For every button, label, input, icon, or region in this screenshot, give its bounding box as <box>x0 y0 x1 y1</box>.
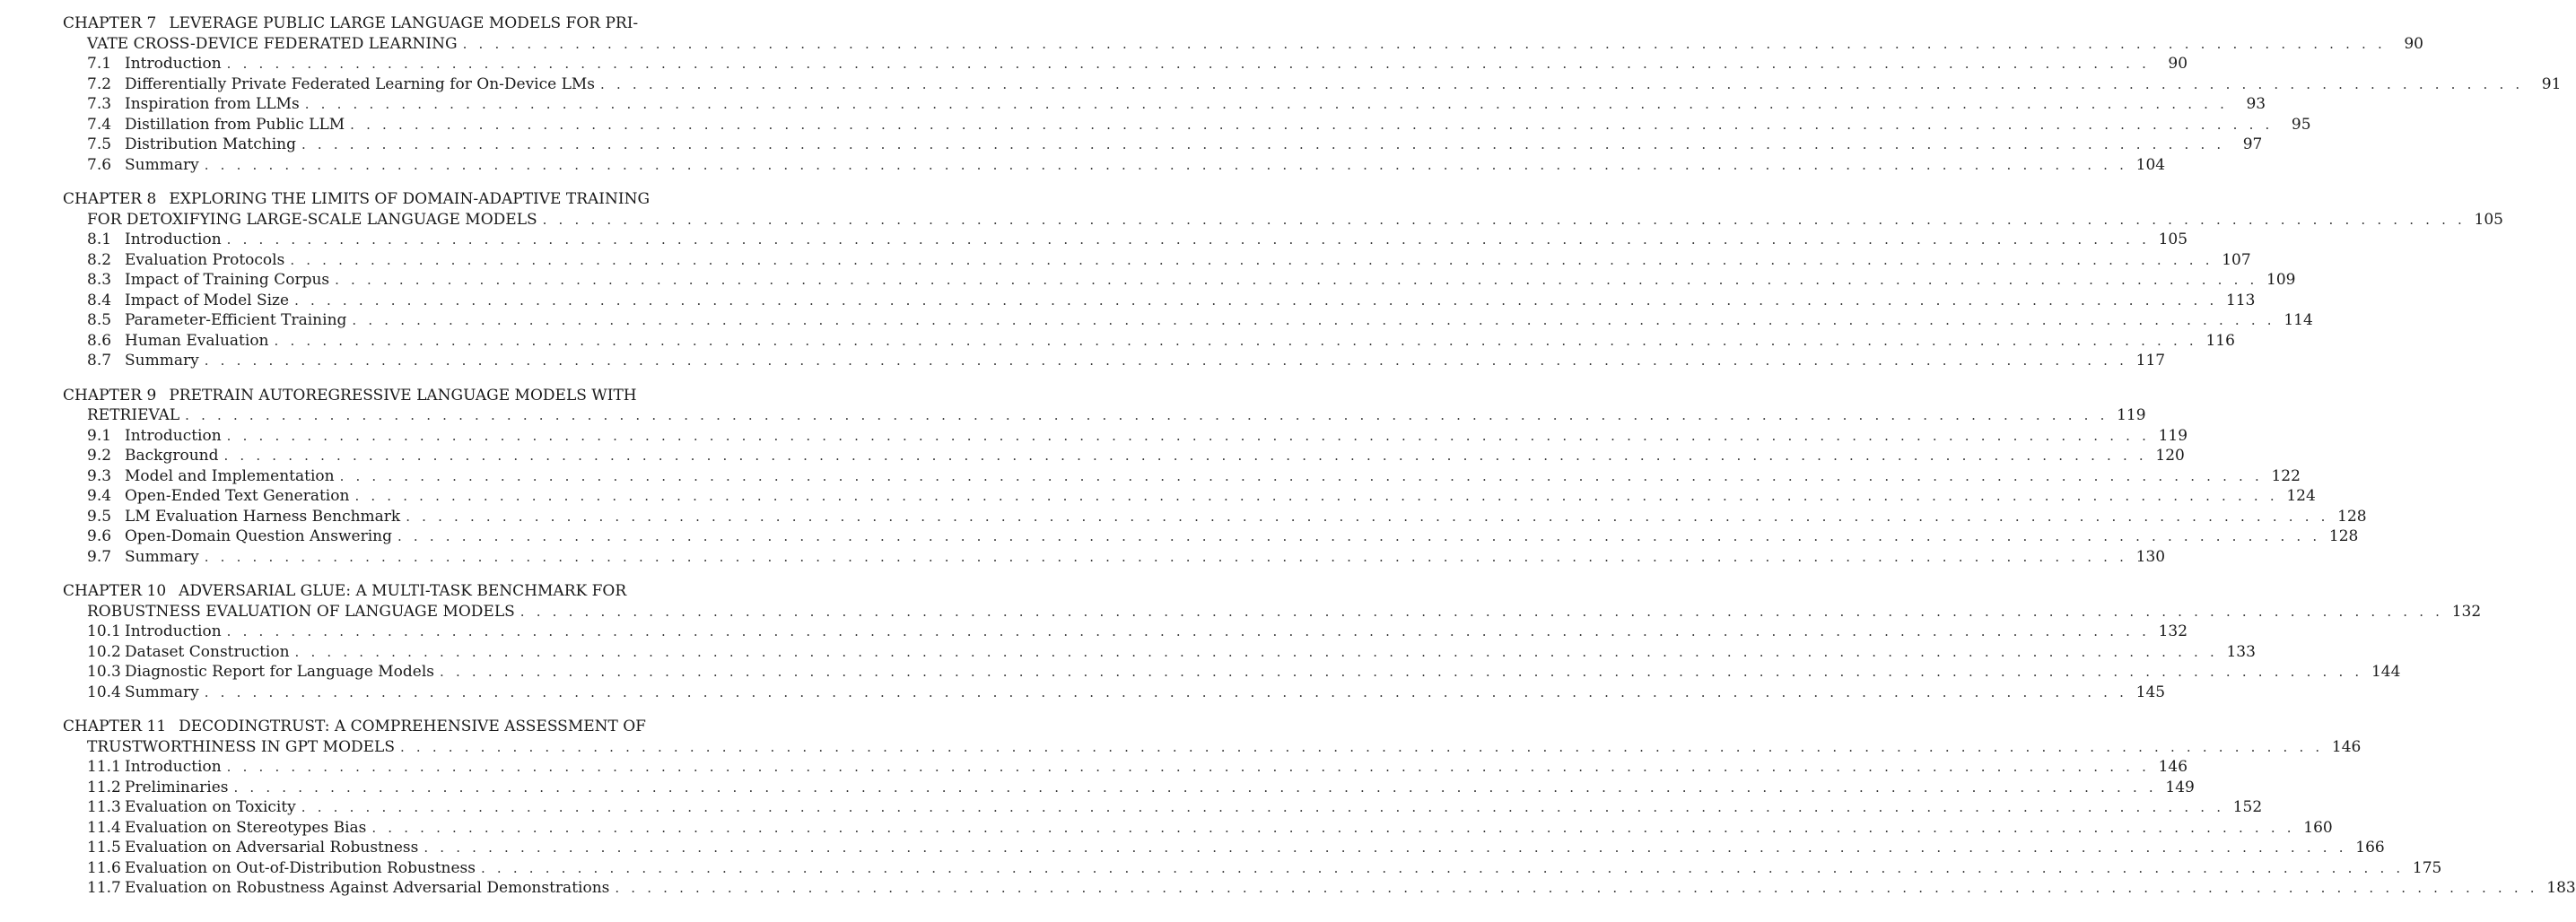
section-title: Differentially Private Federated Learning for On-Device LMs <box>125 74 596 93</box>
section-title: Introduction <box>125 55 222 73</box>
toc-entry[interactable] <box>63 818 2333 839</box>
section-page-number: 116 <box>2205 331 2235 350</box>
section-number: 8.2 <box>87 250 112 269</box>
chapter-heading[interactable] <box>63 189 718 210</box>
dot-leader: . . . . . . . . . . . . . . . . . . . . . . . . . . . . . . . . . . . . . . . . . . . . . . . . . . . . . . . . . . . . . . . . . . . . . . . . . . . . . . . . . . . . . . . . . . . . . . . . . . . . . . . . . . . . . . . . . . . . . . . . <box>542 211 2466 228</box>
chapter-label: CHAPTER 7 <box>63 14 157 32</box>
section-number: 10.4 <box>87 683 121 701</box>
section-page-number: 128 <box>2328 527 2359 545</box>
dot-leader: . . . . . . . . . . . . . . . . . . . . . . . . . . . . . . . . . . . . . . . . . . . . . . . . . . . . . . . . . . . . . . . . . . . . . . . . . . . . . . . . . . . . . . . . . . . . . . . . . . . . . . . . . . . . . . . . . . . . . . . . <box>339 467 2263 484</box>
section-title: Preliminaries <box>125 778 229 796</box>
toc-entry[interactable] <box>63 94 2266 115</box>
dot-leader: . . . . . . . . . . . . . . . . . . . . . . . . . . . . . . . . . . . . . . . . . . . . . . . . . . . . . . . . . . . . . . . . . . . . . . . . . . . . . . . . . . . . . . . . . . . . . . . . . . . . . . . . . . . . . . . . . . . . . . . . <box>424 839 2347 856</box>
section-number: 7.4 <box>87 115 112 134</box>
dot-leader: . . . . . . . . . . . . . . . . . . . . . . . . . . . . . . . . . . . . . . . . . . . . . . . . . . . . . . . . . . . . . . . . . . . . . . . . . . . . . . . . . . . . . . . . . . . . . . . . . . . . . . . . . . . . . . . . . . . . . . . . <box>400 738 2324 755</box>
chapter-heading-continued[interactable] <box>63 602 2482 622</box>
chapter-heading[interactable] <box>63 581 718 602</box>
section-page-number: 146 <box>2158 758 2188 776</box>
section-number: 8.3 <box>87 271 112 289</box>
toc-entry[interactable] <box>63 115 2311 135</box>
section-title: LM Evaluation Harness Benchmark <box>125 507 401 526</box>
section-title: Dataset Construction <box>125 642 290 661</box>
chapter-page-number: 105 <box>2474 210 2503 229</box>
dot-leader: . . . . . . . . . . . . . . . . . . . . . . . . . . . . . . . . . . . . . . . . . . . . . . . . . . . . . . . . . . . . . . . . . . . . . . . . . . . . . . . . . . . . . . . . . . . . . . . . . . . . . . . . . . . . . . . . . . . . . . . . <box>481 859 2405 876</box>
dot-leader: . . . . . . . . . . . . . . . . . . . . . . . . . . . . . . . . . . . . . . . . . . . . . . . . . . . . . . . . . . . . . . . . . . . . . . . . . . . . . . . . . . . . . . . . . . . . . . . . . . . . . . . . . . . . . . . . . . . . . . . . <box>204 352 2128 369</box>
dot-leader: . . . . . . . . . . . . . . . . . . . . . . . . . . . . . . . . . . . . . . . . . . . . . . . . . . . . . . . . . . . . . . . . . . . . . . . . . . . . . . . . . . . . . . . . . . . . . . . . . . . . . . . . . . . . . . . . . . . . . . . . <box>615 880 2538 896</box>
section-page-number: 133 <box>2226 642 2256 661</box>
chapter-block <box>63 13 2562 175</box>
section-page-number: 104 <box>2135 155 2166 174</box>
section-page-number: 97 <box>2242 135 2263 153</box>
toc-entry[interactable] <box>63 683 2166 703</box>
dot-leader: . . . . . . . . . . . . . . . . . . . . . . . . . . . . . . . . . . . . . . . . . . . . . . . . . . . . . . . . . . . . . . . . . . . . . . . . . . . . . . . . . . . . . . . . . . . . . . . . . . . . . . . . . . . . . . . . . . . . . . . . <box>204 156 2128 173</box>
chapter-page-number: 119 <box>2117 406 2146 424</box>
dot-leader: . . . . . . . . . . . . . . . . . . . . . . . . . . . . . . . . . . . . . . . . . . . . . . . . . . . . . . . . . . . . . . . . . . . . . . . . . . . . . . . . . . . . . . . . . . . . . . . . . . . . . . . . . . . . . . . . . . . . . . . . <box>397 528 2321 544</box>
section-title: Impact of Training Corpus <box>125 271 330 289</box>
chapter-title: EXPLORING THE LIMITS OF DOMAIN-ADAPTIVE TRAINING <box>169 190 651 208</box>
chapter-block <box>63 581 2482 702</box>
section-page-number: 145 <box>2135 683 2166 701</box>
chapter-heading[interactable] <box>63 717 718 737</box>
section-page-number: 122 <box>2271 466 2301 485</box>
section-number: 11.7 <box>87 879 121 897</box>
dot-leader: . . . . . . . . . . . . . . . . . . . . . . . . . . . . . . . . . . . . . . . . . . . . . . . . . . . . . . . . . . . . . . . . . . . . . . . . . . . . . . . . . . . . . . . . . . . . . . . . . . . . . . . . . . . . . . . . . . . . . . . . <box>301 799 2225 815</box>
toc-entry[interactable] <box>63 291 2256 311</box>
toc-entry[interactable] <box>63 642 2256 663</box>
dot-leader: . . . . . . . . . . . . . . . . . . . . . . . . . . . . . . . . . . . . . . . . . . . . . . . . . . . . . . . . . . . . . . . . . . . . . . . . . . . . . . . . . . . . . . . . . . . . . . . . . . . . . . . . . . . . . . . . . . . . . . . . <box>223 448 2147 464</box>
section-title: Evaluation Protocols <box>125 250 285 269</box>
dot-leader: . . . . . . . . . . . . . . . . . . . . . . . . . . . . . . . . . . . . . . . . . . . . . . . . . . . . . . . . . . . . . . . . . . . . . . . . . . . . . . . . . . . . . . . . . . . . . . . . . . . . . . . . . . . . . . . . . . . . . . . . <box>204 548 2128 565</box>
toc-entry[interactable] <box>63 622 2188 642</box>
dot-leader: . . . . . . . . . . . . . . . . . . . . . . . . . . . . . . . . . . . . . . . . . . . . . . . . . . . . . . . . . . . . . . . . . . . . . . . . . . . . . . . . . . . . . . . . . . . . . . . . . . . . . . . . . . . . . . . . . . . . . . . . <box>226 231 2151 248</box>
chapter-heading[interactable] <box>63 386 718 406</box>
chapter-title: TRUSTWORTHINESS IN GPT MODELS <box>87 737 395 756</box>
section-title: Introduction <box>125 622 222 640</box>
section-number: 11.5 <box>87 839 121 857</box>
toc-entry[interactable] <box>63 838 2385 858</box>
toc-entry[interactable] <box>63 250 2251 271</box>
dot-leader: . . . . . . . . . . . . . . . . . . . . . . . . . . . . . . . . . . . . . . . . . . . . . . . . . . . . . . . . . . . . . . . . . . . . . . . . . . . . . . . . . . . . . . . . . . . . . . . . . . . . . . . . . . . . . . . . . . . . . . . . <box>520 603 2444 620</box>
section-page-number: 132 <box>2158 622 2188 640</box>
dot-leader: . . . . . . . . . . . . . . . . . . . . . . . . . . . . . . . . . . . . . . . . . . . . . . . . . . . . . . . . . . . . . . . . . . . . . . . . . . . . . . . . . . . . . . . . . . . . . . . . . . . . . . . . . . . . . . . . . . . . . . . . <box>226 427 2151 444</box>
toc-entry[interactable] <box>63 155 2166 176</box>
section-title: Summary <box>125 155 199 174</box>
table-of-contents <box>63 13 2576 899</box>
dot-leader: . . . . . . . . . . . . . . . . . . . . . . . . . . . . . . . . . . . . . . . . . . . . . . . . . . . . . . . . . . . . . . . . . . . . . . . . . . . . . . . . . . . . . . . . . . . . . . . . . . . . . . . . . . . . . . . . . . . . . . . . <box>354 488 2278 504</box>
section-page-number: 152 <box>2232 798 2263 816</box>
section-page-number: 113 <box>2226 291 2256 309</box>
chapter-block <box>63 189 2503 371</box>
chapter-title: FOR DETOXIFYING LARGE-SCALE LANGUAGE MODELS <box>87 210 537 229</box>
section-title: Diagnostic Report for Language Models <box>125 663 435 681</box>
dot-leader: . . . . . . . . . . . . . . . . . . . . . . . . . . . . . . . . . . . . . . . . . . . . . . . . . . . . . . . . . . . . . . . . . . . . . . . . . . . . . . . . . . . . . . . . . . . . . . . . . . . . . . . . . . . . . . . . . . . . . . . . <box>233 778 2157 796</box>
chapter-page-number: 146 <box>2331 737 2362 756</box>
toc-entry[interactable] <box>63 507 2367 527</box>
chapter-label: CHAPTER 9 <box>63 386 157 404</box>
chapter-block <box>63 386 2367 568</box>
section-title: Evaluation on Out-of-Distribution Robustness <box>125 858 476 877</box>
dot-leader: . . . . . . . . . . . . . . . . . . . . . . . . . . . . . . . . . . . . . . . . . . . . . . . . . . . . . . . . . . . . . . . . . . . . . . . . . . . . . . . . . . . . . . . . . . . . . . . . . . . . . . . . . . . . . . . . . . . . . . . . <box>406 508 2329 525</box>
toc-entry[interactable] <box>63 351 2166 371</box>
section-title: Introduction <box>125 426 222 445</box>
chapter-page-number: 90 <box>2404 34 2423 53</box>
section-page-number: 130 <box>2135 547 2166 566</box>
section-number: 9.3 <box>87 466 112 485</box>
section-number: 8.5 <box>87 311 112 329</box>
section-number: 11.1 <box>87 758 121 776</box>
section-page-number: 160 <box>2303 818 2333 837</box>
section-number: 9.2 <box>87 447 112 465</box>
section-number: 9.5 <box>87 507 112 526</box>
toc-entry[interactable] <box>63 270 2296 291</box>
section-number: 11.4 <box>87 818 121 837</box>
toc-entry[interactable] <box>63 466 2301 487</box>
chapter-title: LEVERAGE PUBLIC LARGE LANGUAGE MODELS FOR PRI- <box>169 14 639 32</box>
section-page-number: 119 <box>2158 426 2188 445</box>
section-number: 7.6 <box>87 155 112 174</box>
toc-entry[interactable] <box>63 526 2359 547</box>
chapter-title: RETRIEVAL <box>87 406 180 424</box>
section-page-number: 105 <box>2158 230 2188 248</box>
chapter-page-number: 132 <box>2451 602 2482 621</box>
section-page-number: 120 <box>2155 447 2185 465</box>
chapter-title: VATE CROSS-DEVICE FEDERATED LEARNING <box>87 34 458 53</box>
dot-leader: . . . . . . . . . . . . . . . . . . . . . . . . . . . . . . . . . . . . . . . . . . . . . . . . . . . . . . . . . . . . . . . . . . . . . . . . . . . . . . . . . . . . . . . . . . . . . . . . . . . . . . . . . . . . . . . . . . . . . . . . <box>335 272 2258 288</box>
section-title: Human Evaluation <box>125 331 269 350</box>
section-number: 11.6 <box>87 858 121 877</box>
toc-entry[interactable] <box>63 547 2166 568</box>
toc-entry[interactable] <box>63 54 2188 74</box>
toc-entry[interactable] <box>63 310 2313 331</box>
dot-leader: . . . . . . . . . . . . . . . . . . . . . . . . . . . . . . . . . . . . . . . . . . . . . . . . . . . . . . . . . . . . . . . . . . . . . . . . . . . . . . . . . . . . . . . . . . . . . . . . . . . . . . . . . . . . . . . . . . . . . . . . <box>440 664 2363 680</box>
dot-leader: . . . . . . . . . . . . . . . . . . . . . . . . . . . . . . . . . . . . . . . . . . . . . . . . . . . . . . . . . . . . . . . . . . . . . . . . . . . . . . . . . . . . . . . . . . . . . . . . . . . . . . . . . . . . . . . . . . . . . . . . <box>274 332 2197 349</box>
section-number: 9.6 <box>87 527 112 545</box>
chapter-label: CHAPTER 10 <box>63 582 167 600</box>
toc-entry[interactable] <box>63 757 2188 778</box>
section-number: 7.5 <box>87 135 112 153</box>
section-title: Open-Ended Text Generation <box>125 487 350 505</box>
section-page-number: 183 <box>2546 879 2576 897</box>
chapter-title: PRETRAIN AUTOREGRESSIVE LANGUAGE MODELS WITH <box>169 386 637 404</box>
dot-leader: . . . . . . . . . . . . . . . . . . . . . . . . . . . . . . . . . . . . . . . . . . . . . . . . . . . . . . . . . . . . . . . . . . . . . . . . . . . . . . . . . . . . . . . . . . . . . . . . . . . . . . . . . . . . . . . . . . . . . . . . <box>462 35 2386 52</box>
section-number: 8.1 <box>87 230 112 248</box>
dot-leader: . . . . . . . . . . . . . . . . . . . . . . . . . . . . . . . . . . . . . . . . . . . . . . . . . . . . . . . . . . . . . . . . . . . . . . . . . . . . . . . . . . . . . . . . . . . . . . . . . . . . . . . . . . . . . . . . . . . . . . . . <box>185 407 2109 423</box>
section-page-number: 93 <box>2246 95 2266 113</box>
section-number: 9.7 <box>87 547 112 566</box>
section-page-number: 109 <box>2266 271 2296 289</box>
section-title: Evaluation on Toxicity <box>125 798 296 816</box>
section-title: Evaluation on Robustness Against Adversarial Demonstrations <box>125 879 610 897</box>
section-title: Summary <box>125 547 199 566</box>
section-title: Introduction <box>125 758 222 776</box>
chapter-title: DECODINGTRUST: A COMPREHENSIVE ASSESSMENT OF <box>179 718 646 735</box>
dot-leader: . . . . . . . . . . . . . . . . . . . . . . . . . . . . . . . . . . . . . . . . . . . . . . . . . . . . . . . . . . . . . . . . . . . . . . . . . . . . . . . . . . . . . . . . . . . . . . . . . . . . . . . . . . . . . . . . . . . . . . . . <box>301 136 2225 152</box>
section-page-number: 175 <box>2412 858 2442 877</box>
section-page-number: 144 <box>2371 663 2401 681</box>
toc-entry[interactable] <box>63 797 2263 818</box>
section-page-number: 117 <box>2135 352 2166 370</box>
chapter-heading[interactable] <box>63 13 718 34</box>
section-title: Inspiration from LLMs <box>125 95 300 113</box>
section-page-number: 91 <box>2541 74 2562 93</box>
section-title: Evaluation on Adversarial Robustness <box>125 839 419 857</box>
toc-entry[interactable] <box>63 486 2316 507</box>
toc-entry[interactable] <box>63 426 2188 447</box>
section-number: 8.7 <box>87 352 112 370</box>
toc-entry[interactable] <box>63 778 2195 798</box>
section-page-number: 149 <box>2165 778 2195 796</box>
dot-leader: . . . . . . . . . . . . . . . . . . . . . . . . . . . . . . . . . . . . . . . . . . . . . . . . . . . . . . . . . . . . . . . . . . . . . . . . . . . . . . . . . . . . . . . . . . . . . . . . . . . . . . . . . . . . . . . . . . . . . . . . <box>371 819 2295 836</box>
section-page-number: 128 <box>2337 507 2367 526</box>
section-title: Open-Domain Question Answering <box>125 527 392 545</box>
section-title: Summary <box>125 683 199 701</box>
section-page-number: 95 <box>2291 115 2311 134</box>
section-title: Introduction <box>125 230 222 248</box>
toc-entry[interactable] <box>63 230 2188 250</box>
section-number: 7.3 <box>87 95 112 113</box>
section-number: 10.2 <box>87 642 121 661</box>
toc-entry[interactable] <box>63 858 2442 879</box>
chapter-title: ROBUSTNESS EVALUATION OF LANGUAGE MODELS <box>87 602 515 621</box>
toc-entry[interactable] <box>63 446 2185 466</box>
toc-entry[interactable] <box>63 135 2263 155</box>
section-title: Impact of Model Size <box>125 291 290 309</box>
chapter-block <box>63 717 2576 899</box>
section-page-number: 166 <box>2355 839 2385 857</box>
dot-leader: . . . . . . . . . . . . . . . . . . . . . . . . . . . . . . . . . . . . . . . . . . . . . . . . . . . . . . . . . . . . . . . . . . . . . . . . . . . . . . . . . . . . . . . . . . . . . . . . . . . . . . . . . . . . . . . . . . . . . . . . <box>350 116 2274 133</box>
dot-leader: . . . . . . . . . . . . . . . . . . . . . . . . . . . . . . . . . . . . . . . . . . . . . . . . . . . . . . . . . . . . . . . . . . . . . . . . . . . . . . . . . . . . . . . . . . . . . . . . . . . . . . . . . . . . . . . . . . . . . . . . <box>226 56 2151 72</box>
section-number: 7.1 <box>87 55 112 73</box>
section-title: Parameter-Efficient Training <box>125 311 347 329</box>
toc-entry[interactable] <box>63 662 2401 683</box>
chapter-heading-continued[interactable] <box>63 210 2503 230</box>
section-title: Distillation from Public LLM <box>125 115 345 134</box>
section-page-number: 107 <box>2222 250 2251 269</box>
toc-entry[interactable] <box>63 878 2576 899</box>
section-title: Model and Implementation <box>125 466 335 485</box>
section-number: 10.3 <box>87 663 121 681</box>
dot-leader: . . . . . . . . . . . . . . . . . . . . . . . . . . . . . . . . . . . . . . . . . . . . . . . . . . . . . . . . . . . . . . . . . . . . . . . . . . . . . . . . . . . . . . . . . . . . . . . . . . . . . . . . . . . . . . . . . . . . . . . . <box>352 312 2275 328</box>
section-number: 10.1 <box>87 622 121 640</box>
chapter-title: ADVERSARIAL GLUE: A MULTI-TASK BENCHMARK FOR <box>179 582 627 600</box>
dot-leader: . . . . . . . . . . . . . . . . . . . . . . . . . . . . . . . . . . . . . . . . . . . . . . . . . . . . . . . . . . . . . . . . . . . . . . . . . . . . . . . . . . . . . . . . . . . . . . . . . . . . . . . . . . . . . . . . . . . . . . . . <box>600 75 2524 92</box>
dot-leader: . . . . . . . . . . . . . . . . . . . . . . . . . . . . . . . . . . . . . . . . . . . . . . . . . . . . . . . . . . . . . . . . . . . . . . . . . . . . . . . . . . . . . . . . . . . . . . . . . . . . . . . . . . . . . . . . . . . . . . . . <box>294 291 2218 309</box>
section-title: Distribution Matching <box>125 135 296 153</box>
section-title: Evaluation on Stereotypes Bias <box>125 818 367 837</box>
chapter-heading-continued[interactable] <box>63 737 2362 758</box>
section-number: 7.2 <box>87 74 112 93</box>
toc-entry[interactable] <box>63 74 2562 95</box>
section-title: Summary <box>125 352 199 370</box>
chapter-heading-continued[interactable] <box>63 34 2423 55</box>
chapter-heading-continued[interactable] <box>63 405 2146 426</box>
dot-leader: . . . . . . . . . . . . . . . . . . . . . . . . . . . . . . . . . . . . . . . . . . . . . . . . . . . . . . . . . . . . . . . . . . . . . . . . . . . . . . . . . . . . . . . . . . . . . . . . . . . . . . . . . . . . . . . . . . . . . . . . <box>290 251 2214 268</box>
section-number: 9.4 <box>87 487 112 505</box>
dot-leader: . . . . . . . . . . . . . . . . . . . . . . . . . . . . . . . . . . . . . . . . . . . . . . . . . . . . . . . . . . . . . . . . . . . . . . . . . . . . . . . . . . . . . . . . . . . . . . . . . . . . . . . . . . . . . . . . . . . . . . . . <box>226 759 2151 775</box>
section-number: 11.2 <box>87 778 121 796</box>
chapter-label: CHAPTER 11 <box>63 718 167 735</box>
section-number: 11.3 <box>87 798 121 816</box>
dot-leader: . . . . . . . . . . . . . . . . . . . . . . . . . . . . . . . . . . . . . . . . . . . . . . . . . . . . . . . . . . . . . . . . . . . . . . . . . . . . . . . . . . . . . . . . . . . . . . . . . . . . . . . . . . . . . . . . . . . . . . . . <box>204 683 2128 700</box>
section-page-number: 90 <box>2168 55 2188 73</box>
dot-leader: . . . . . . . . . . . . . . . . . . . . . . . . . . . . . . . . . . . . . . . . . . . . . . . . . . . . . . . . . . . . . . . . . . . . . . . . . . . . . . . . . . . . . . . . . . . . . . . . . . . . . . . . . . . . . . . . . . . . . . . . <box>226 623 2151 639</box>
section-page-number: 124 <box>2286 487 2316 505</box>
dot-leader: . . . . . . . . . . . . . . . . . . . . . . . . . . . . . . . . . . . . . . . . . . . . . . . . . . . . . . . . . . . . . . . . . . . . . . . . . . . . . . . . . . . . . . . . . . . . . . . . . . . . . . . . . . . . . . . . . . . . . . . . <box>294 643 2218 660</box>
section-number: 9.1 <box>87 426 112 445</box>
toc-entry[interactable] <box>63 331 2235 352</box>
section-number: 8.6 <box>87 331 112 350</box>
section-title: Background <box>125 447 219 465</box>
dot-leader: . . . . . . . . . . . . . . . . . . . . . . . . . . . . . . . . . . . . . . . . . . . . . . . . . . . . . . . . . . . . . . . . . . . . . . . . . . . . . . . . . . . . . . . . . . . . . . . . . . . . . . . . . . . . . . . . . . . . . . . . <box>304 96 2229 112</box>
section-number: 8.4 <box>87 291 112 309</box>
chapter-label: CHAPTER 8 <box>63 190 157 208</box>
section-page-number: 114 <box>2283 311 2313 329</box>
